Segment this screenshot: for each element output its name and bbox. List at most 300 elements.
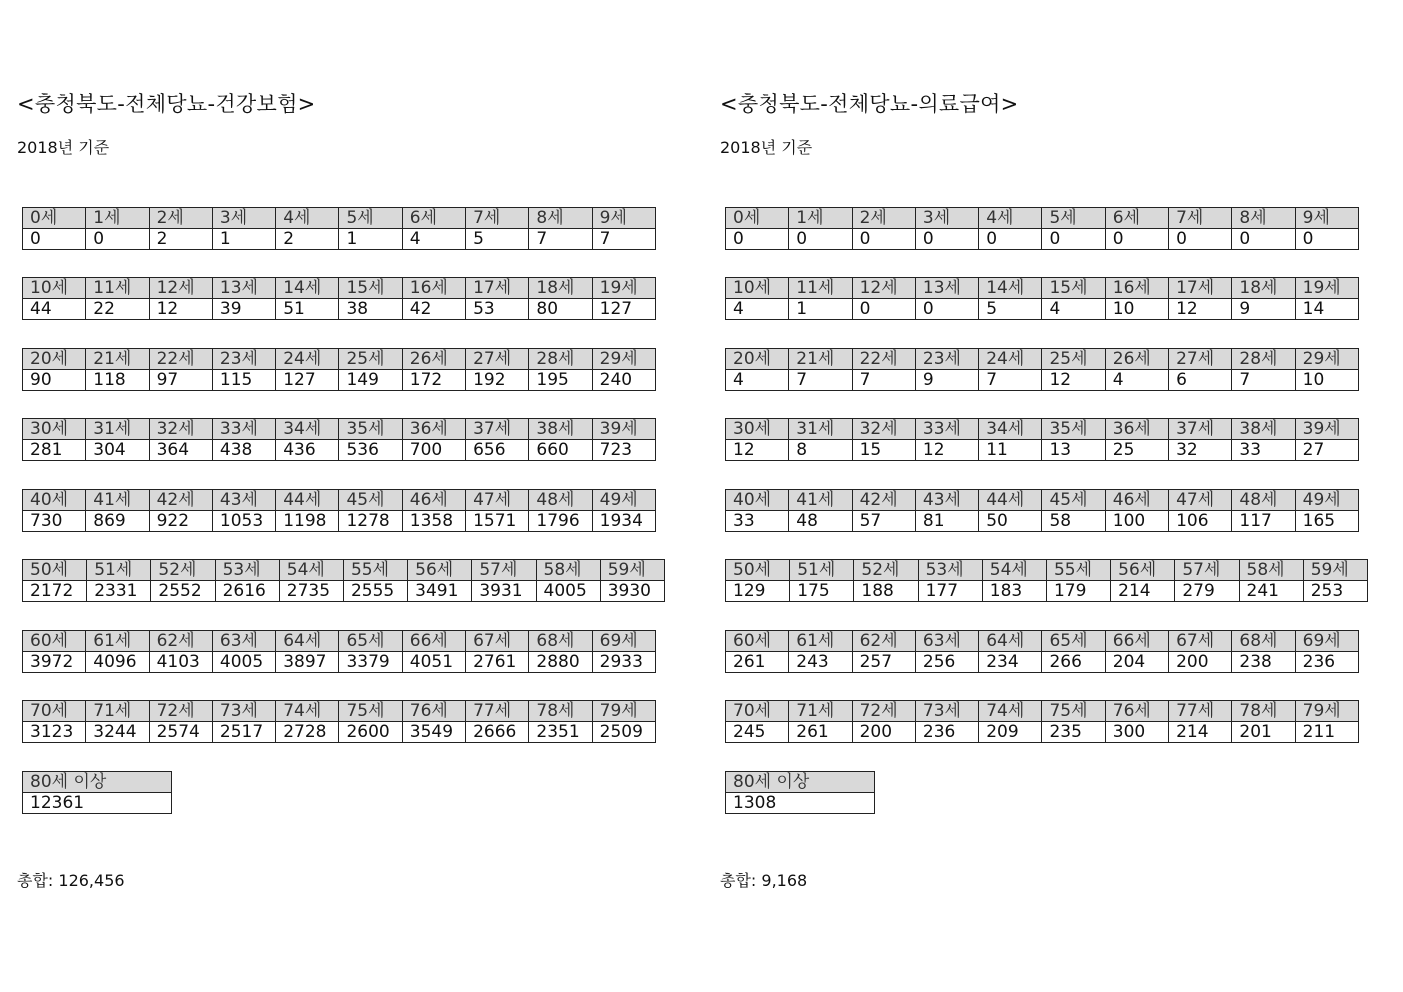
age-header-cell: 9세	[1295, 208, 1358, 229]
count-cell: 2933	[592, 652, 655, 673]
age-header-cell: 13세	[212, 278, 275, 299]
count-cell: 100	[1105, 511, 1168, 532]
age-header-cell: 67세	[466, 631, 529, 652]
count-cell: 33	[1232, 440, 1295, 461]
count-cell: 25	[1105, 440, 1168, 461]
count-cell: 266	[1042, 652, 1105, 673]
age-header-cell: 79세	[1295, 701, 1358, 722]
age-header-cell: 33세	[212, 419, 275, 440]
age-header-cell: 8세	[1232, 208, 1295, 229]
count-cell: 869	[86, 511, 149, 532]
count-value-row	[23, 370, 656, 391]
count-cell: 0	[1042, 229, 1105, 250]
count-cell: 700	[402, 440, 465, 461]
age-header-cell: 41세	[86, 490, 149, 511]
age-header-cell: 63세	[915, 631, 978, 652]
age-header-cell: 16세	[1105, 278, 1168, 299]
count-cell: 2728	[276, 722, 339, 743]
age-header-cell: 36세	[402, 419, 465, 440]
count-cell: 0	[852, 299, 915, 320]
count-cell: 2	[149, 229, 212, 250]
count-value-row	[726, 581, 1368, 602]
age-header-cell: 21세	[86, 349, 149, 370]
count-cell: 3931	[472, 581, 536, 602]
count-cell: 127	[592, 299, 655, 320]
count-cell: 256	[915, 652, 978, 673]
count-cell: 0	[726, 229, 789, 250]
count-cell: 12	[149, 299, 212, 320]
count-cell: 2331	[87, 581, 151, 602]
age-table	[725, 630, 1359, 673]
age-header-cell: 15세	[339, 278, 402, 299]
age-header-cell: 23세	[212, 349, 275, 370]
count-cell: 723	[592, 440, 655, 461]
count-cell: 9	[915, 370, 978, 391]
count-cell: 42	[402, 299, 465, 320]
age-header-row	[726, 419, 1359, 440]
age-header-cell: 79세	[592, 701, 655, 722]
count-cell: 238	[1232, 652, 1295, 673]
count-cell: 12	[915, 440, 978, 461]
age-header-cell: 4세	[979, 208, 1042, 229]
age-header-cell: 7세	[466, 208, 529, 229]
count-cell: 4005	[536, 581, 600, 602]
age-header-cell: 73세	[212, 701, 275, 722]
count-cell: 3491	[408, 581, 472, 602]
age-header-cell: 66세	[402, 631, 465, 652]
count-cell: 1	[789, 299, 852, 320]
count-value-row	[726, 793, 875, 814]
count-cell: 4	[1105, 370, 1168, 391]
count-cell: 129	[726, 581, 790, 602]
age-header-cell: 28세	[1232, 349, 1295, 370]
page-title: <충청북도-전체당뇨-건강보험>	[17, 92, 316, 116]
count-cell: 1796	[529, 511, 592, 532]
age-header-cell: 32세	[149, 419, 212, 440]
age-header-cell: 53세	[215, 560, 279, 581]
count-cell: 2351	[529, 722, 592, 743]
age-header-row	[726, 490, 1359, 511]
age-header-cell: 77세	[466, 701, 529, 722]
count-cell: 2	[276, 229, 339, 250]
count-value-row	[726, 511, 1359, 532]
count-cell: 39	[212, 299, 275, 320]
count-cell: 730	[23, 511, 86, 532]
count-value-row	[23, 299, 656, 320]
age-header-cell: 11세	[86, 278, 149, 299]
age-header-cell: 34세	[979, 419, 1042, 440]
count-cell: 1571	[466, 511, 529, 532]
count-cell: 33	[726, 511, 789, 532]
count-cell: 51	[276, 299, 339, 320]
count-cell: 234	[979, 652, 1042, 673]
age-header-cell: 49세	[1295, 490, 1358, 511]
age-header-cell: 38세	[529, 419, 592, 440]
age-header-cell: 58세	[536, 560, 600, 581]
age-header-cell: 28세	[529, 349, 592, 370]
count-cell: 364	[149, 440, 212, 461]
age-header-cell: 46세	[1105, 490, 1168, 511]
age-header-cell: 32세	[852, 419, 915, 440]
year-subtitle: 2018년 기준	[720, 138, 813, 157]
age-header-cell: 52세	[854, 560, 918, 581]
count-value-row	[726, 370, 1359, 391]
count-cell: 436	[276, 440, 339, 461]
page-title: <충청북도-전체당뇨-의료급여>	[720, 92, 1019, 116]
count-cell: 3379	[339, 652, 402, 673]
age-header-cell: 72세	[852, 701, 915, 722]
count-cell: 214	[1169, 722, 1232, 743]
age-header-cell: 31세	[86, 419, 149, 440]
count-cell: 235	[1042, 722, 1105, 743]
age-table	[22, 418, 656, 461]
count-cell: 4	[726, 299, 789, 320]
age-header-cell: 69세	[592, 631, 655, 652]
count-cell: 195	[529, 370, 592, 391]
count-cell: 53	[466, 299, 529, 320]
count-cell: 127	[276, 370, 339, 391]
count-cell: 0	[1295, 229, 1358, 250]
age-header-cell: 44세	[979, 490, 1042, 511]
age-header-cell: 30세	[726, 419, 789, 440]
age-header-cell: 42세	[852, 490, 915, 511]
count-cell: 2600	[339, 722, 402, 743]
count-cell: 2517	[212, 722, 275, 743]
age-header-cell: 76세	[1105, 701, 1168, 722]
count-value-row	[23, 793, 172, 814]
age-table	[725, 348, 1359, 391]
count-cell: 4103	[149, 652, 212, 673]
count-cell: 172	[402, 370, 465, 391]
age-header-cell: 49세	[592, 490, 655, 511]
age-header-cell: 15세	[1042, 278, 1105, 299]
age-header-row	[726, 701, 1359, 722]
age-header-cell: 23세	[915, 349, 978, 370]
age-header-cell: 59세	[1303, 560, 1367, 581]
count-value-row	[23, 440, 656, 461]
age-table	[725, 277, 1359, 320]
age-header-cell: 36세	[1105, 419, 1168, 440]
age-table	[22, 700, 656, 743]
count-cell: 106	[1169, 511, 1232, 532]
age-header-cell: 34세	[276, 419, 339, 440]
count-cell: 14	[1295, 299, 1358, 320]
age-header-cell: 44세	[276, 490, 339, 511]
count-cell: 2172	[23, 581, 87, 602]
count-cell: 2616	[215, 581, 279, 602]
age-header-cell: 46세	[402, 490, 465, 511]
count-cell: 1	[339, 229, 402, 250]
age-header-cell: 0세	[23, 208, 86, 229]
age-header-row	[726, 560, 1368, 581]
age-header-cell: 73세	[915, 701, 978, 722]
count-cell: 10	[1295, 370, 1358, 391]
count-cell: 281	[23, 440, 86, 461]
count-cell: 1358	[402, 511, 465, 532]
age-header-cell: 24세	[979, 349, 1042, 370]
count-cell: 13	[1042, 440, 1105, 461]
age-header-cell: 27세	[1169, 349, 1232, 370]
age-header-cell: 78세	[1232, 701, 1295, 722]
age-header-cell: 62세	[149, 631, 212, 652]
count-cell: 4051	[402, 652, 465, 673]
age-header-cell: 9세	[592, 208, 655, 229]
count-cell: 245	[726, 722, 789, 743]
age-header-cell: 51세	[790, 560, 854, 581]
count-cell: 7	[529, 229, 592, 250]
count-cell: 7	[789, 370, 852, 391]
count-cell: 261	[726, 652, 789, 673]
count-cell: 0	[789, 229, 852, 250]
age-header-cell: 76세	[402, 701, 465, 722]
count-cell: 7	[979, 370, 1042, 391]
count-cell: 4096	[86, 652, 149, 673]
count-cell: 12	[726, 440, 789, 461]
count-cell: 12	[1169, 299, 1232, 320]
age-header-cell: 38세	[1232, 419, 1295, 440]
count-cell: 3972	[23, 652, 86, 673]
count-cell: 200	[852, 722, 915, 743]
count-cell: 117	[1232, 511, 1295, 532]
age-header-cell: 56세	[408, 560, 472, 581]
age-header-row	[726, 772, 875, 793]
count-cell: 2666	[466, 722, 529, 743]
age-header-cell: 66세	[1105, 631, 1168, 652]
age-header-cell: 29세	[592, 349, 655, 370]
count-cell: 3897	[276, 652, 339, 673]
age-header-cell: 11세	[789, 278, 852, 299]
age-table	[22, 277, 656, 320]
age-header-cell: 2세	[852, 208, 915, 229]
count-cell: 656	[466, 440, 529, 461]
count-cell: 201	[1232, 722, 1295, 743]
count-cell: 22	[86, 299, 149, 320]
count-cell: 240	[592, 370, 655, 391]
age-header-cell: 61세	[86, 631, 149, 652]
age-header-cell: 20세	[726, 349, 789, 370]
age-header-cell: 80세 이상	[726, 772, 875, 793]
count-cell: 81	[915, 511, 978, 532]
age-header-cell: 64세	[276, 631, 339, 652]
age-header-cell: 8세	[529, 208, 592, 229]
count-cell: 3123	[23, 722, 86, 743]
count-cell: 48	[789, 511, 852, 532]
age-header-cell: 14세	[979, 278, 1042, 299]
age-header-cell: 55세	[1046, 560, 1110, 581]
age-header-cell: 41세	[789, 490, 852, 511]
age-header-cell: 71세	[86, 701, 149, 722]
age-header-cell: 19세	[592, 278, 655, 299]
count-cell: 50	[979, 511, 1042, 532]
count-value-row	[23, 652, 656, 673]
age-header-cell: 80세 이상	[23, 772, 172, 793]
age-header-cell: 43세	[212, 490, 275, 511]
count-cell: 236	[915, 722, 978, 743]
count-cell: 0	[1169, 229, 1232, 250]
age-header-cell: 55세	[343, 560, 407, 581]
count-cell: 300	[1105, 722, 1168, 743]
count-cell: 5	[466, 229, 529, 250]
count-cell: 922	[149, 511, 212, 532]
count-cell: 1934	[592, 511, 655, 532]
count-cell: 0	[915, 229, 978, 250]
count-cell: 0	[979, 229, 1042, 250]
age-header-cell: 56세	[1111, 560, 1175, 581]
age-header-cell: 5세	[339, 208, 402, 229]
count-cell: 3549	[402, 722, 465, 743]
age-header-cell: 43세	[915, 490, 978, 511]
age-header-cell: 1세	[789, 208, 852, 229]
count-cell: 32	[1169, 440, 1232, 461]
age-table	[725, 207, 1359, 250]
age-table	[22, 771, 172, 814]
count-cell: 192	[466, 370, 529, 391]
count-cell: 4005	[212, 652, 275, 673]
age-header-cell: 47세	[466, 490, 529, 511]
age-header-cell: 48세	[529, 490, 592, 511]
count-value-row	[23, 511, 656, 532]
count-cell: 115	[212, 370, 275, 391]
age-header-row	[23, 560, 665, 581]
age-table	[22, 489, 656, 532]
age-header-cell: 65세	[339, 631, 402, 652]
count-cell: 97	[149, 370, 212, 391]
age-header-cell: 77세	[1169, 701, 1232, 722]
count-cell: 660	[529, 440, 592, 461]
count-cell: 38	[339, 299, 402, 320]
count-cell: 177	[918, 581, 982, 602]
count-cell: 90	[23, 370, 86, 391]
count-value-row	[726, 299, 1359, 320]
count-cell: 0	[852, 229, 915, 250]
age-header-cell: 17세	[1169, 278, 1232, 299]
count-cell: 118	[86, 370, 149, 391]
count-cell: 257	[852, 652, 915, 673]
age-header-row	[23, 490, 656, 511]
count-cell: 15	[852, 440, 915, 461]
age-header-cell: 68세	[1232, 631, 1295, 652]
count-cell: 175	[790, 581, 854, 602]
age-header-cell: 20세	[23, 349, 86, 370]
age-header-cell: 54세	[279, 560, 343, 581]
age-header-cell: 48세	[1232, 490, 1295, 511]
age-header-row	[23, 208, 656, 229]
count-cell: 243	[789, 652, 852, 673]
age-header-cell: 53세	[918, 560, 982, 581]
count-cell: 2552	[151, 581, 215, 602]
count-cell: 3244	[86, 722, 149, 743]
age-header-cell: 74세	[979, 701, 1042, 722]
age-header-cell: 25세	[1042, 349, 1105, 370]
count-cell: 200	[1169, 652, 1232, 673]
age-header-cell: 30세	[23, 419, 86, 440]
age-header-cell: 4세	[276, 208, 339, 229]
count-cell: 1278	[339, 511, 402, 532]
age-header-cell: 72세	[149, 701, 212, 722]
total-label: 총합: 126,456	[17, 871, 125, 890]
age-header-cell: 31세	[789, 419, 852, 440]
age-header-cell: 75세	[339, 701, 402, 722]
age-table	[22, 348, 656, 391]
age-header-cell: 60세	[726, 631, 789, 652]
count-value-row	[726, 652, 1359, 673]
total-label: 총합: 9,168	[720, 871, 808, 890]
age-header-cell: 10세	[726, 278, 789, 299]
age-header-cell: 13세	[915, 278, 978, 299]
age-header-cell: 60세	[23, 631, 86, 652]
age-header-cell: 58세	[1239, 560, 1303, 581]
age-header-cell: 22세	[852, 349, 915, 370]
age-header-cell: 24세	[276, 349, 339, 370]
age-header-cell: 37세	[1169, 419, 1232, 440]
age-header-cell: 29세	[1295, 349, 1358, 370]
age-header-cell: 71세	[789, 701, 852, 722]
age-header-cell: 42세	[149, 490, 212, 511]
age-header-cell: 0세	[726, 208, 789, 229]
count-cell: 9	[1232, 299, 1295, 320]
count-cell: 4	[726, 370, 789, 391]
count-cell: 0	[23, 229, 86, 250]
count-cell: 0	[1232, 229, 1295, 250]
age-header-cell: 3세	[915, 208, 978, 229]
count-value-row	[23, 722, 656, 743]
age-header-cell: 10세	[23, 278, 86, 299]
count-cell: 304	[86, 440, 149, 461]
age-header-cell: 64세	[979, 631, 1042, 652]
count-cell: 12	[1042, 370, 1105, 391]
count-cell: 438	[212, 440, 275, 461]
count-cell: 261	[789, 722, 852, 743]
age-header-cell: 57세	[1175, 560, 1239, 581]
count-cell: 8	[789, 440, 852, 461]
age-header-cell: 39세	[592, 419, 655, 440]
count-cell: 536	[339, 440, 402, 461]
count-cell: 2735	[279, 581, 343, 602]
count-cell: 4	[402, 229, 465, 250]
age-header-row	[23, 772, 172, 793]
count-cell: 57	[852, 511, 915, 532]
year-subtitle: 2018년 기준	[17, 138, 110, 157]
count-cell: 2574	[149, 722, 212, 743]
count-cell: 5	[979, 299, 1042, 320]
count-cell: 2555	[343, 581, 407, 602]
count-cell: 44	[23, 299, 86, 320]
age-header-cell: 19세	[1295, 278, 1358, 299]
age-header-cell: 22세	[149, 349, 212, 370]
count-cell: 1	[212, 229, 275, 250]
count-value-row	[726, 440, 1359, 461]
count-cell: 7	[852, 370, 915, 391]
age-header-cell: 63세	[212, 631, 275, 652]
age-header-cell: 50세	[726, 560, 790, 581]
age-table	[725, 489, 1359, 532]
age-header-cell: 65세	[1042, 631, 1105, 652]
count-cell: 188	[854, 581, 918, 602]
age-table	[725, 559, 1368, 602]
age-header-cell: 40세	[23, 490, 86, 511]
count-cell: 214	[1111, 581, 1175, 602]
age-table	[725, 771, 875, 814]
age-header-cell: 75세	[1042, 701, 1105, 722]
count-cell: 6	[1169, 370, 1232, 391]
age-header-cell: 25세	[339, 349, 402, 370]
age-header-row	[23, 349, 656, 370]
age-header-cell: 61세	[789, 631, 852, 652]
age-header-cell: 33세	[915, 419, 978, 440]
age-header-cell: 3세	[212, 208, 275, 229]
age-header-row	[23, 701, 656, 722]
count-cell: 7	[1232, 370, 1295, 391]
